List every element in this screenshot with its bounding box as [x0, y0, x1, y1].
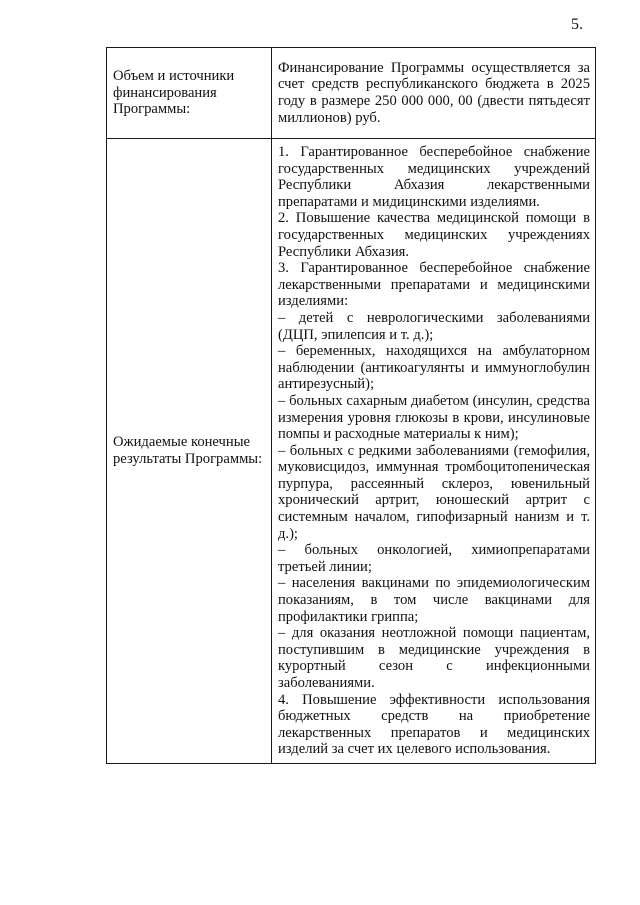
funding-label: Объем и источники финансирования Программы:	[107, 48, 272, 139]
funding-text: Финансирование Программы осуществляется за счет средств республиканского бюджета в 2025 году в размере 250 000 000, 00 (двести пятьдесят миллионов) руб.	[272, 48, 596, 139]
page-number: 5.	[571, 16, 583, 33]
results-label: Ожидаемые конечные результаты Программы:	[107, 139, 272, 764]
result-item-4: 4. Повышение эффективности использования бюджетных средств на приобретение лекарственных препаратов и медицинских изделий за счет их целевого использования.	[278, 691, 590, 758]
result-subitem-emergency: – для оказания неотложной помощи пациентам, поступившим в медицинские учреждения в курортный сезон с инфекционными заболеваниями.	[278, 625, 590, 691]
result-item-1: 1. Гарантированное бесперебойное снабжение государственных медицинских учреждений Республики Абхазия лекарственными препаратами и мидицинскими изделиями.	[278, 144, 590, 210]
result-subitem-diabetes: – больных сахарным диабетом (инсулин, средства измерения уровня глюкозы в крови, инсулиновые помпы и расходные материалы к ним);	[278, 392, 590, 443]
result-subitem-pregnant: – беременных, находящихся на амбулаторном наблюдении (антикоагулянты и иммуноглобулин антирезусный);	[278, 343, 590, 393]
result-subitem-vaccines: – населения вакцинами по эпидемиологическим показаниям, в том числе вакцинами для профилактики гриппа;	[278, 575, 590, 625]
results-content	[272, 139, 596, 764]
result-subitem-children: – детей с неврологическими заболеваниями (ДЦП, эпилепсия и т. д.);	[278, 309, 590, 343]
result-item-3: 3. Гарантированное бесперебойное снабжение лекарственными препаратами и медицинскими изделиями:	[278, 260, 590, 310]
program-passport-table	[106, 47, 596, 764]
result-item-2: 2. Повышение качества медицинской помощи в государственных медицинских учреждениях Республики Абхазия.	[278, 210, 590, 260]
result-subitem-rare-diseases: – больных с редкими заболеваниями (гемофилия, муковисцидоз, иммунная тромбоцитопеническая пурпура, рассеянный склероз, ювенильный хронический артрит, юношеский артрит с системным началом, гипофизарный нанизм и т. д.);	[278, 442, 590, 542]
result-subitem-oncology: – больных онкологией, химиопрепаратами третьей линии;	[278, 542, 590, 575]
funding-row	[107, 48, 596, 139]
results-row	[107, 139, 596, 764]
